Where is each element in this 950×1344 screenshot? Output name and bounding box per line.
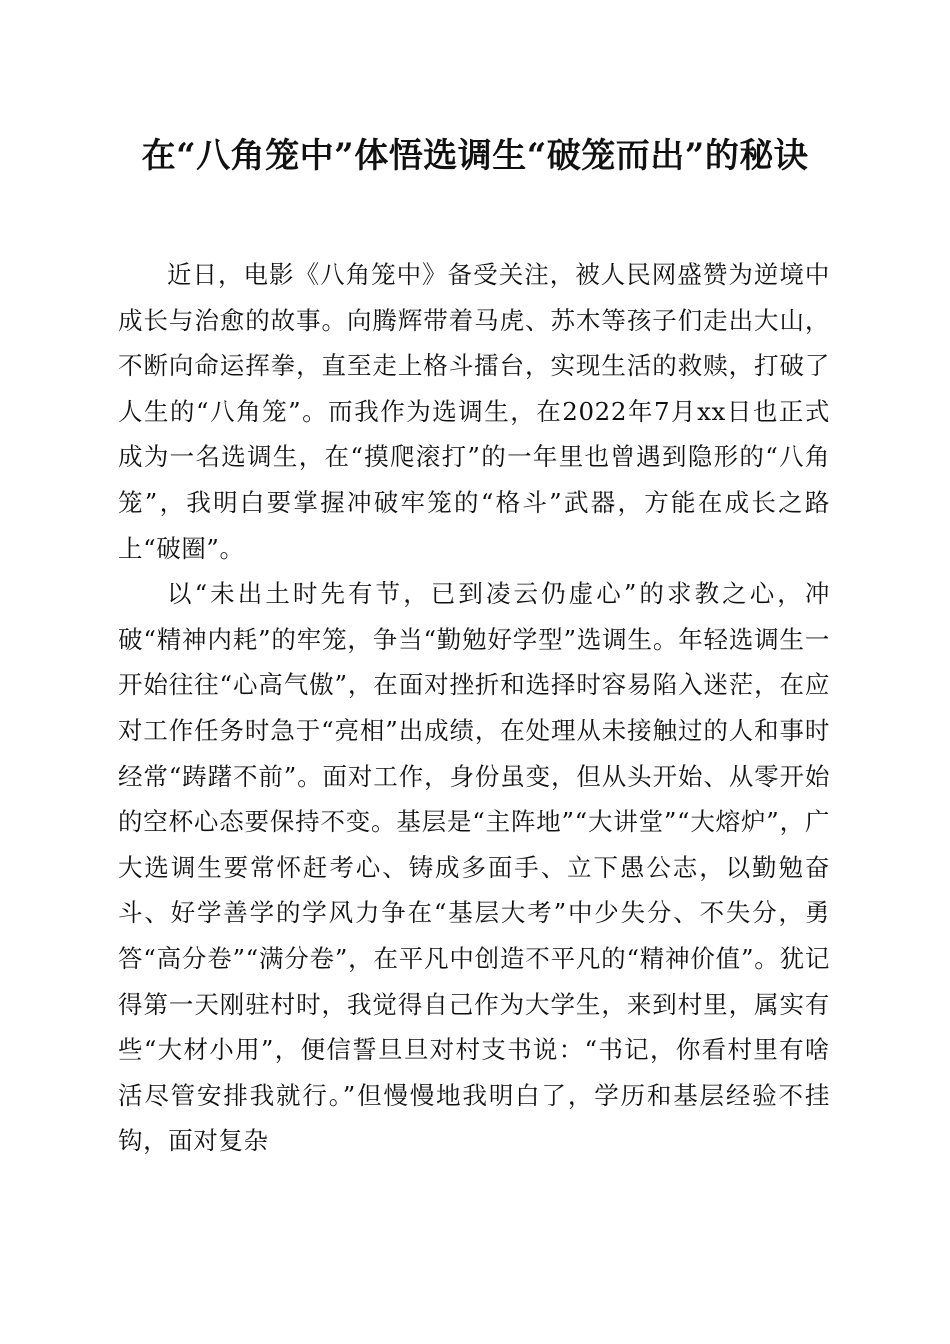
paragraph-2: 以“未出土时先有节，已到凌云仍虚心”的求教之心，冲破“精神内耗”的牢笼，争当“勤勉好学型”选调生。年轻选调生一开始往往“心高气傲”，在面对挫折和选择时容易陷入迷茫，在应对工作任务时急于“亮相”出成绩，在处理从未接触过的人和事时经常“踌躇不前”。面对工作，身份虽变，但从头开始、从零开始的空杯心态要保持不变。基层是“主阵地”“大讲堂”“大熔炉”，广大选调生要常怀赶考心、铸成多面手、立下愚公志，以勤勉奋斗、好学善学的学风力争在“基层大考”中少失分、不失分，勇答“高分卷”“满分卷”，在平凡中创造不平凡的“精神价值”。犹记得第一天刚驻村时，我觉得自己作为大学生，来到村里，属实有些“大材小用”，便信誓旦旦对村支书说：“书记，你看村里有啥活尽管安排我就行。”但慢慢地我明白了，学历和基层经验不挂钩，面对复杂: [118, 579, 830, 1156]
paragraph-1: 近日，电影《八角笼中》备受关注，被人民网盛赞为逆境中成长与治愈的故事。向腾辉带着马虎、苏木等孩子们走出大山，不断向命运挥拳，直至走上格斗擂台，实现生活的救赎，打破了人生的“八角笼”。而我作为选调生，在2022年7月xx日也正式成为一名选调生，在“摸爬滚打”的一年里也曾遇到隐形的“八角笼”，我明白要掌握冲破牢笼的“格斗”武器，方能在成长之路上“破圈”。: [118, 260, 830, 563]
document-body: [118, 252, 830, 1164]
document-title: 在“八角笼中”体悟选调生“破笼而出”的秘诀: [141, 136, 809, 176]
